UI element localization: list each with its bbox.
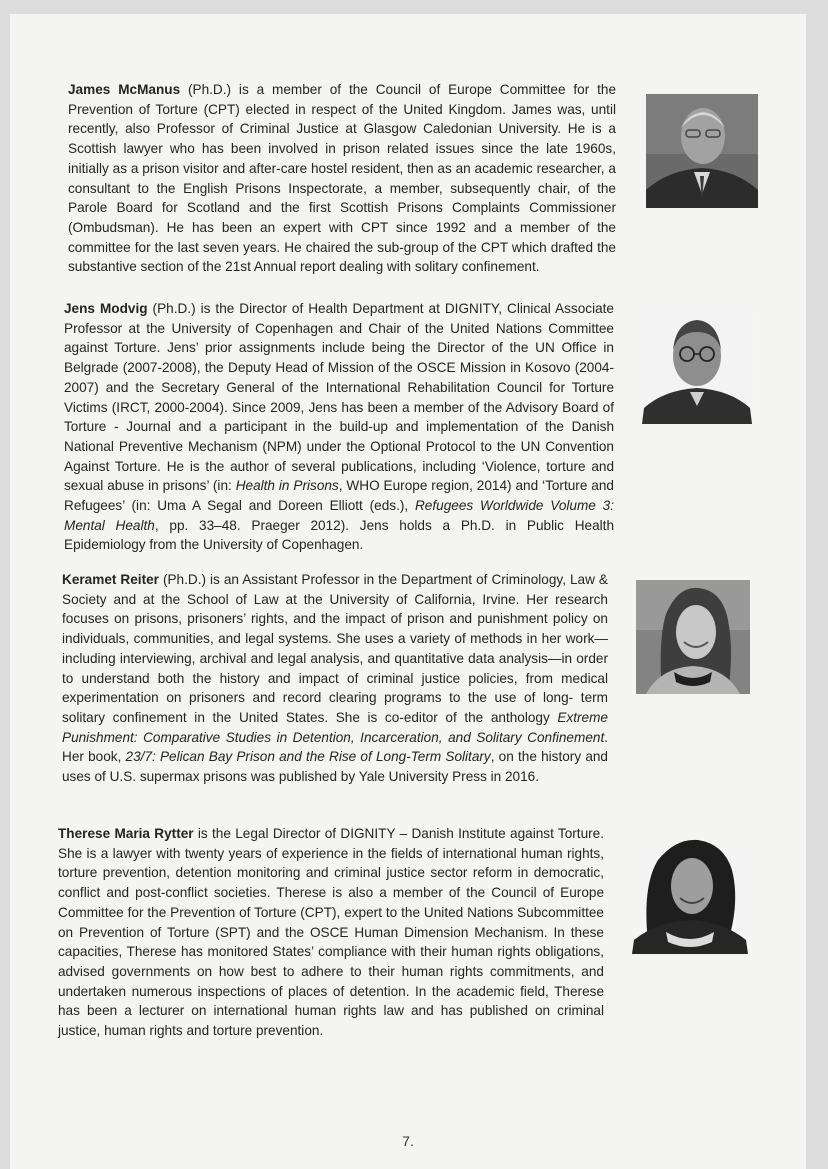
bio-text: , pp. 33–48. Praeger 2012). Jens holds a Ph.D. in Public Health Epidemiology from the University of Copenhagen.	[64, 517, 615, 553]
bio-name: Therese Maria Rytter	[58, 826, 194, 841]
bio-italic-title: 23/7: Pelican Bay Prison and the Rise of Long-Term Solitary	[125, 749, 491, 765]
bio-text: (Ph.D.) is an Assistant Professor in the Department of Criminology, Law & Society and at the School of Law at the University of California, Irvine. Her research focuses on prisons, prisoners’ rights, and the impact of prison and punishment policy on individuals, communities, and legal systems. She uses a variety of methods in her work—including interviewing, archival and legal analysis, and quantitative data analysis—in order to understand both the history and impact of criminal justice policies, from medical experimentation on prisoners and record clearing programs to the use of long- term solitary confinement in the United States. She is co-editor of the anthology	[62, 572, 608, 725]
document-page	[10, 14, 806, 1169]
bio-text: , on the history and uses of U.S. supermax prisons was published by Yale University Press in 2016.	[62, 749, 608, 785]
bio-name: Jens Modvig	[64, 301, 148, 316]
bio-italic-title: Refugees Worldwide Volume 3: Mental Health	[64, 498, 614, 533]
portrait-keramet-reiter	[636, 580, 750, 694]
bio-name: James McManus	[68, 82, 181, 97]
bio-text: (Ph.D.) is the Director of Health Department at DIGNITY, Clinical Associate Professor at the University of Copenhagen and Chair of the United Nations Committee against Torture. Jens’ prior assignments include being the Director of the UN Office in Belgrade (2007-2008), the Deputy Head of Mission of the OSCE Mission in Kosovo (2004-2007) and the Secretary General of the International Rehabilitation Council for Torture Victims (IRCT, 2000-2004). Since 2009, Jens has been a member of the Advisory Board of Torture - Journal and a participant in the build-up and implementation of the Danish National Preventive Mechanism (NPM) under the Optional Protocol to the UN Convention Against Torture. He is the author of several publications, including ‘Violence, torture and sexual abuse in prisons’ (in:	[64, 301, 614, 494]
bio-text: is the Legal Director of DIGNITY – Danish Institute against Torture. She is a lawyer with twenty years of experience in the fields of international human rights, torture prevention, detention monitoring and criminal justice sector reform in democratic, conflict and post-conflict societies. Therese is also a member of the Council of Europe Committee for the Prevention of Torture (CPT), expert to the United Nations Subcommittee on Prevention of Torture (SPT) and the OSCE Human Dimension Mechanism. In these capacities, Therese has monitored States’ compliance with their human rights obligations, advised governments on how best to adhere to their human rights commitments, and undertaken numerous inspections of places of detention. In the academic field, Therese has been a lecturer on international human rights law and has published on criminal justice, human rights and torture prevention.	[58, 826, 605, 1039]
bio-keramet-reiter	[62, 570, 608, 787]
portrait-james-mcmanus	[646, 94, 758, 208]
bio-name: Keramet Reiter	[62, 572, 159, 587]
page-number: 7.	[402, 1133, 414, 1149]
bio-italic-title: Extreme Punishment: Comparative Studies in Detention, Incarceration, and Solitary Confinement	[62, 709, 608, 745]
bio-text: , WHO Europe region, 2014) and ‘Torture and Refugees’ (in: Uma A Segal and Doreen Elliott (eds.),	[64, 478, 614, 514]
portrait-therese-maria-rytter	[632, 836, 748, 954]
bio-italic-title: Health in Prisons	[235, 478, 339, 494]
bio-james-mcmanus	[68, 80, 616, 277]
portrait-jens-modvig	[640, 306, 754, 424]
bio-text: (Ph.D.) is a member of the Council of Europe Committee for the Prevention of Torture (CPT) elected in respect of the United Kingdom. James was, until recently, also Professor of Criminal Justice at Glasgow Caledonian University. He is a Scottish lawyer who has been involved in prison related issues since the late 1960s, initially as a prison visitor and after-care hostel resident, then as an academic researcher, a consultant to the English Prisons Inspectorate, a member, subsequently chair, of the Parole Board for Scotland and the first Scottish Prisons Complaints Commissioner (Ombudsman). He has been an expert with CPT since 1992 and a member of the committee for the last seven years. He chaired the sub-group of the CPT which drafted the substantive section of the 21st Annual report dealing with solitary confinement.	[68, 82, 617, 275]
bio-jens-modvig	[64, 299, 614, 555]
bio-text: . Her book,	[62, 729, 608, 765]
bio-therese-maria-rytter	[58, 824, 604, 1041]
